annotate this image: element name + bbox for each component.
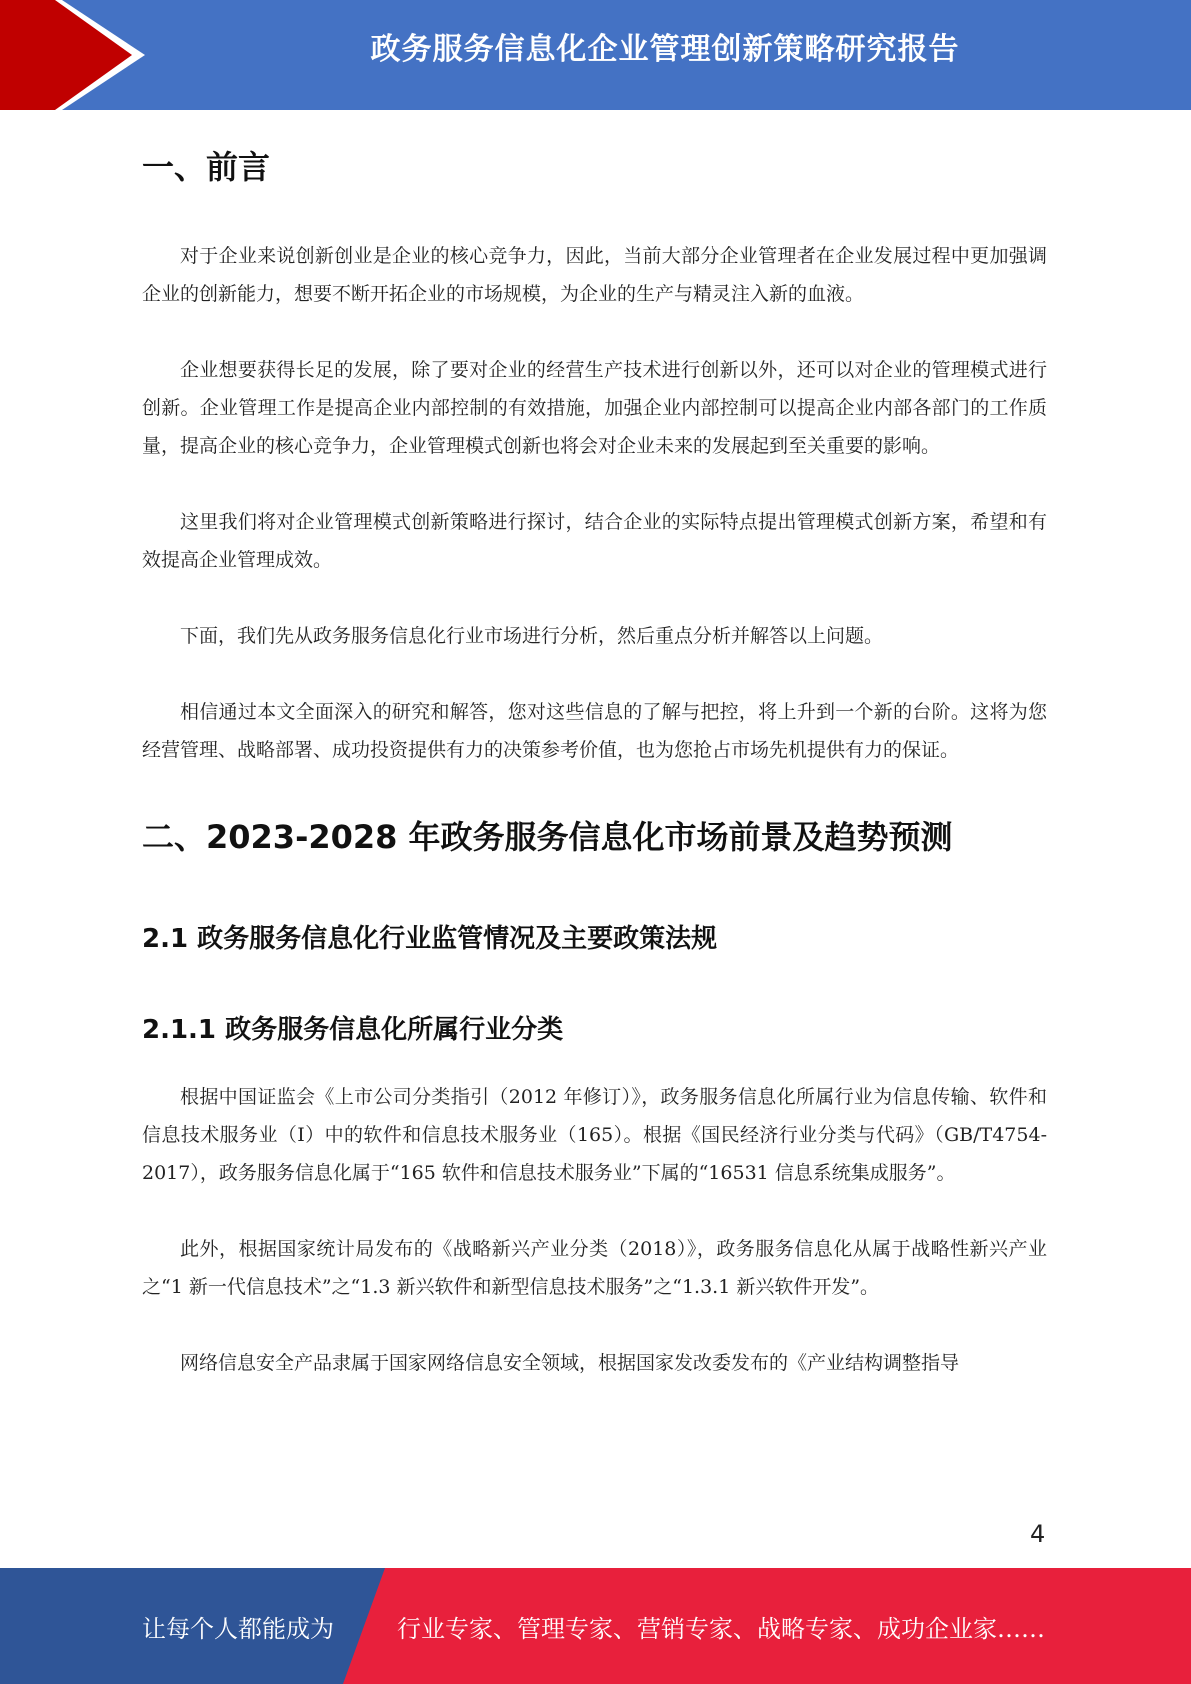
paragraph: 相信通过本文全面深入的研究和解答，您对这些信息的了解与把控，将上升到一个新的台阶。这将为您经营管理、战略部署、成功投资提供有力的决策参考价值，也为您抢占市场先机提供有力的保证。 (142, 701, 1047, 761)
section-heading-preface: 一、前言 (142, 148, 271, 186)
paragraph: 根据中国证监会《上市公司分类指引（2012 年修订）》，政务服务信息化所属行业为信息传输、软件和信息技术服务业（I）中的软件和信息技术服务业（165）。根据《国民经济行业分类与代码》（GB/T4754-2017），政务服务信息化属于“165 软件和信息技术服务业”下属的“16531 信息系统集成服务”。 (142, 1086, 1047, 1184)
section-heading-forecast: 二、2023-2028 年政务服务信息化市场前景及趋势预测 (142, 818, 953, 856)
subsection-heading-2-1: 2.1 政务服务信息化行业监管情况及主要政策法规 (142, 924, 718, 954)
paragraph: 企业想要获得长足的发展，除了要对企业的经营生产技术进行创新以外，还可以对企业的管理模式进行创新。企业管理工作是提高企业内部控制的有效措施，加强企业内部控制可以提高企业内部各部门的工作质量，提高企业的核心竞争力，企业管理模式创新也将会对企业未来的发展起到至关重要的影响。 (142, 359, 1047, 457)
footer-slogan-left: 让每个人都能成为 (142, 1615, 334, 1643)
paragraph: 对于企业来说创新创业是企业的核心竞争力，因此，当前大部分企业管理者在企业发展过程中更加强调企业的创新能力，想要不断开拓企业的市场规模，为企业的生产与精灵注入新的血液。 (142, 245, 1047, 305)
footer-slogan-right: 行业专家、管理专家、营销专家、战略专家、成功企业家…… (397, 1615, 1045, 1643)
report-title: 政务服务信息化企业管理创新策略研究报告 (370, 32, 960, 67)
paragraph: 网络信息安全产品隶属于国家网络信息安全领域，根据国家发改委发布的《产业结构调整指导 (180, 1352, 960, 1374)
document-body (142, 110, 1047, 1382)
paragraph: 下面，我们先从政务服务信息化行业市场进行分析，然后重点分析并解答以上问题。 (180, 625, 884, 647)
paragraph: 这里我们将对企业管理模式创新策略进行探讨，结合企业的实际特点提出管理模式创新方案，希望和有效提高企业管理成效。 (142, 511, 1047, 571)
subsection-heading-2-1-1: 2.1.1 政务服务信息化所属行业分类 (142, 1015, 564, 1045)
footer-band (0, 1568, 1191, 1684)
header-chevron-decoration (0, 0, 160, 110)
page-number: 4 (1030, 1520, 1046, 1548)
header-band (0, 0, 1191, 110)
paragraph: 此外，根据国家统计局发布的《战略新兴产业分类（2018）》，政务服务信息化从属于战略性新兴产业之“1 新一代信息技术”之“1.3 新兴软件和新型信息技术服务”之“1.3.1 新兴软件开发”。 (142, 1238, 1047, 1298)
